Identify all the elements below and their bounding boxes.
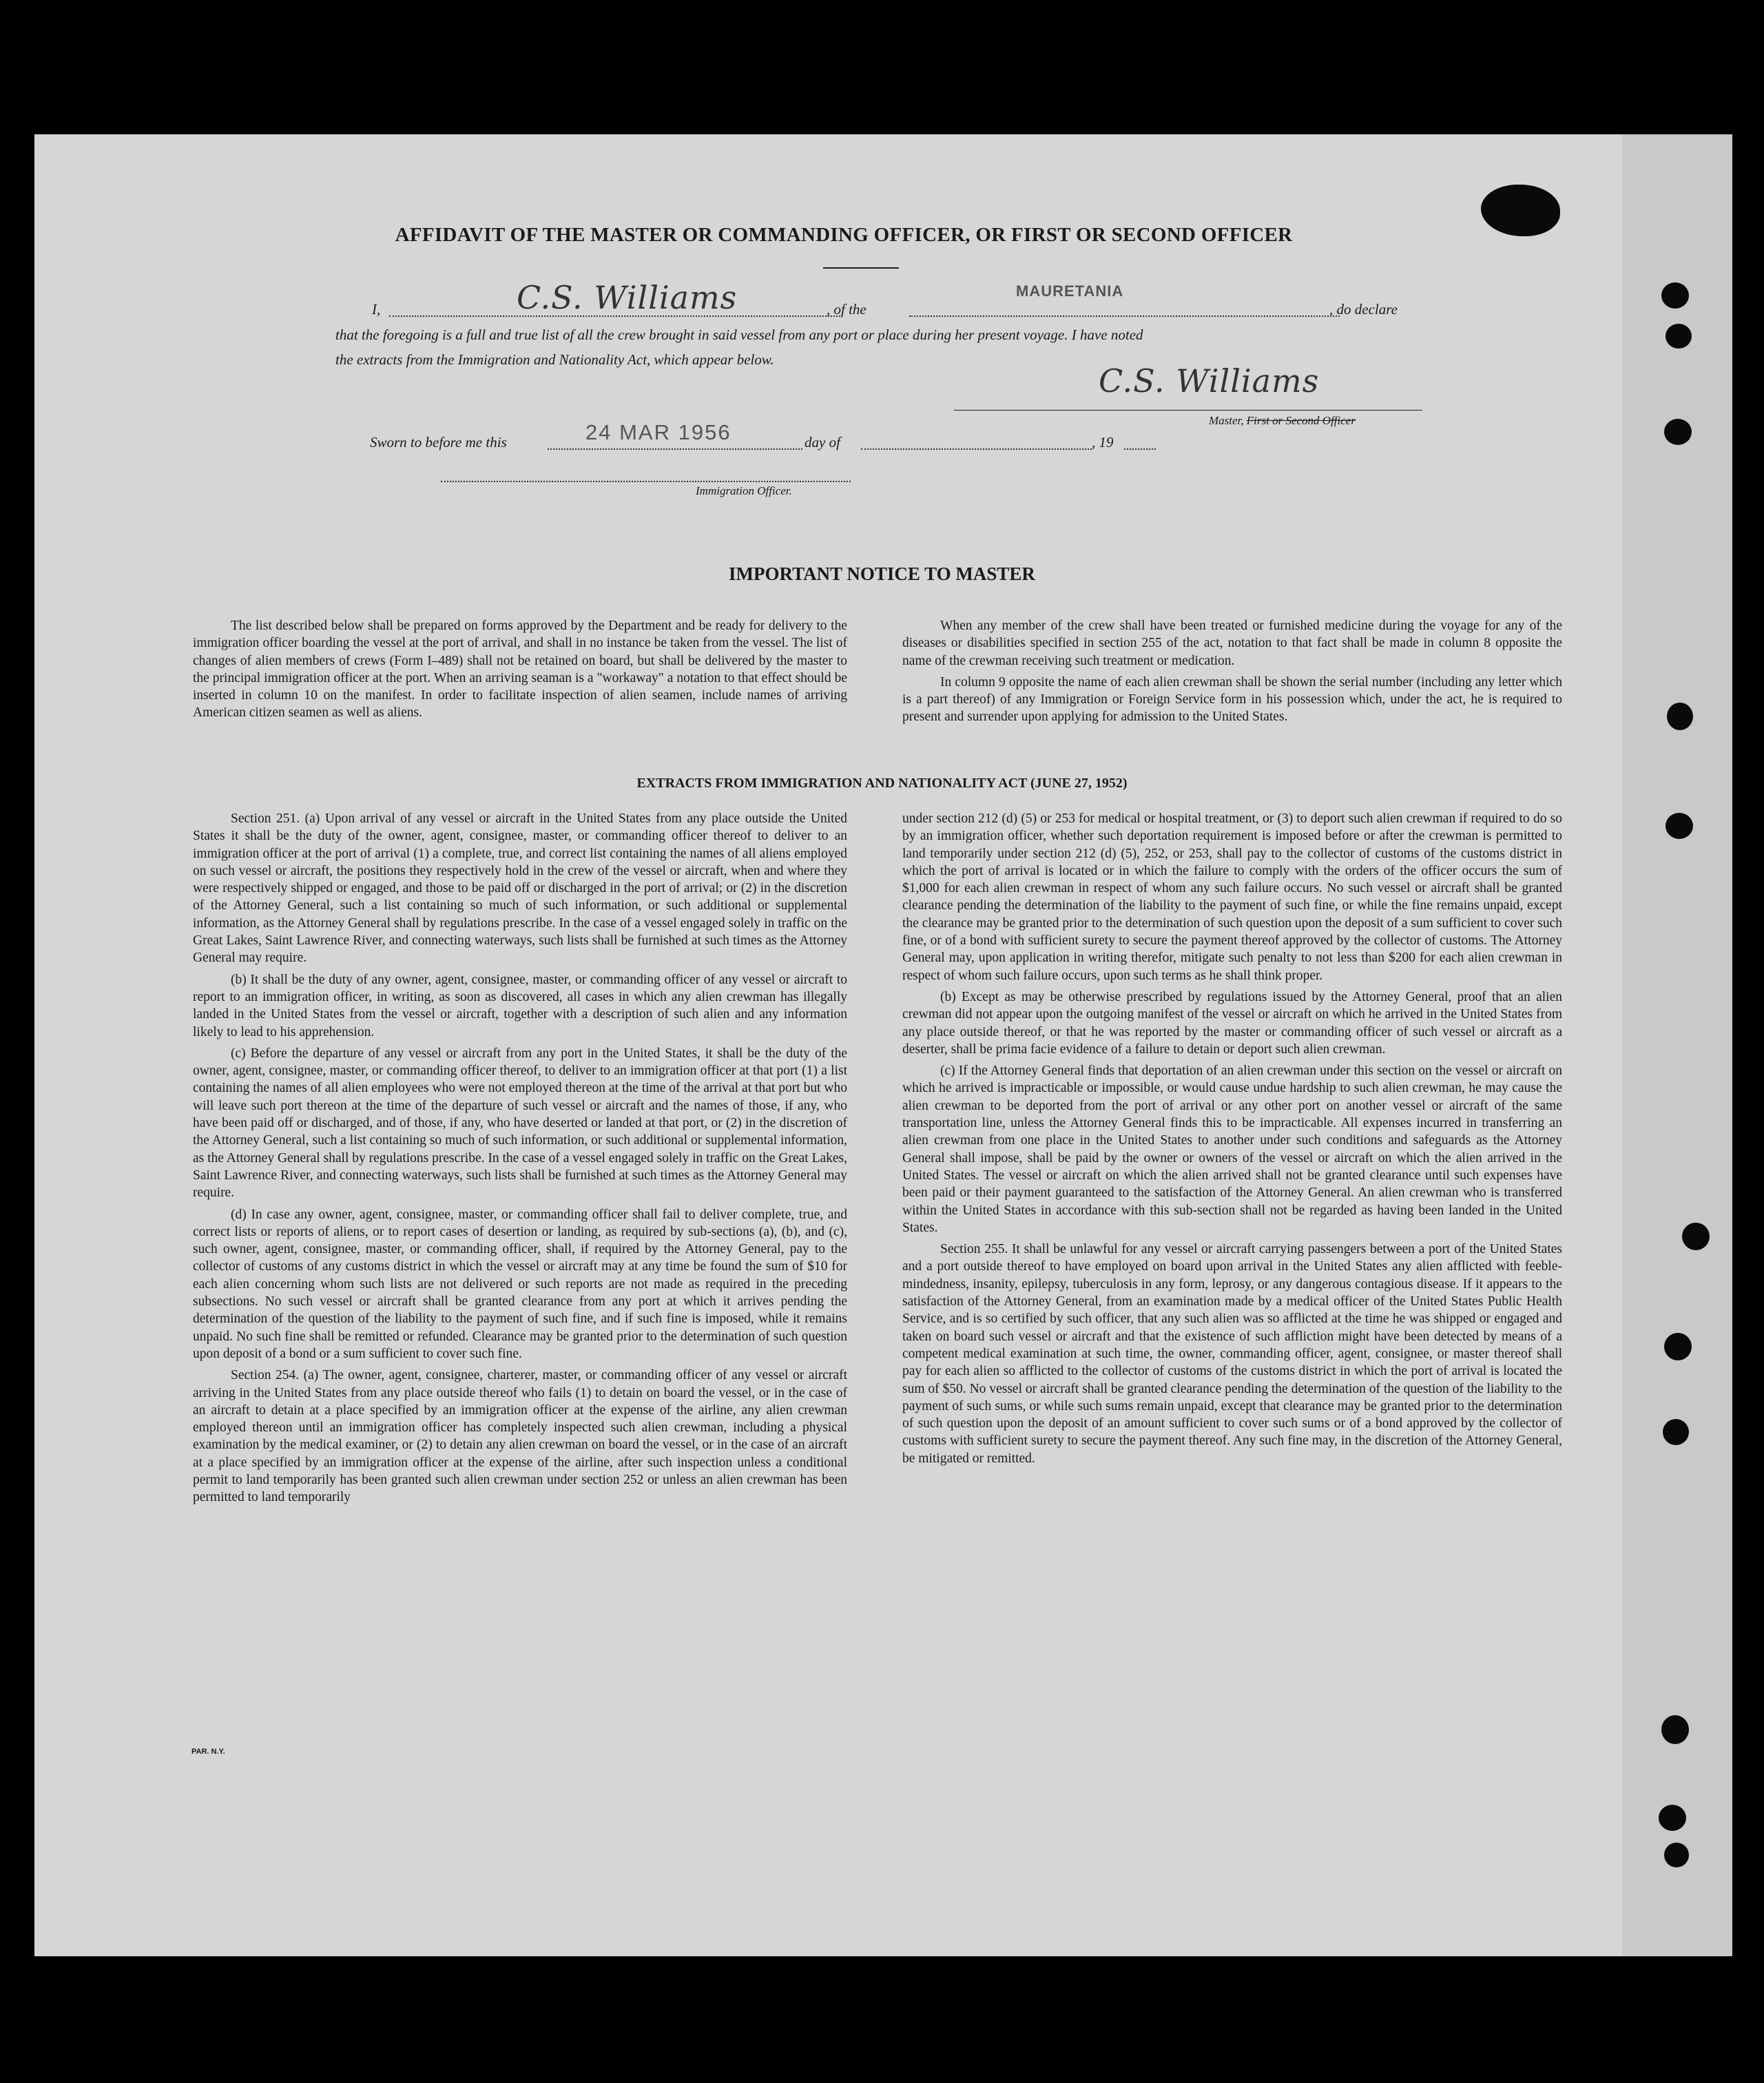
master-text: Master, xyxy=(1209,414,1244,427)
punch-hole xyxy=(1664,1843,1689,1867)
section-255: Section 255. It shall be unlawful for any vessel or aircraft carrying passengers between a port of the United States and a port outside thereof to have employed on board upon arrival in the United States any alien afflicted with feeble-mindedness, insanity, epilepsy, tuberculosis in any form, leprosy, or any dangerous contagious disease. If it appears to the satisfaction of the Attorney General, from an examination made by a medical officer of the United States Public Health Service, and is so certified by such officer, that any such alien was so afflicted at the time he was shipped or engaged and taken on board such vessel or aircraft and that the existence of such affliction might have been detected by means of a competent medical examination at such time, the owner, commanding officer, agent, consignee, or master thereof shall pay for each alien so afflicted to the collector of customs of the customs district in which the port of arrival is located the sum of $50. No vessel or aircraft shall be granted clearance pending the determination of the question of the liability to the payment of such sums, or while such sums remain unpaid, except that clearance may be granted prior to the determination of such question upon the deposit of an amount sufficient to cover such sums or of a bond approved by the collector of customs with sufficient surety to secure the payment thereof. Any such fine may, in the discretion of the Attorney General, be mitigated or remitted. xyxy=(902,1242,1562,1466)
immigration-officer-label: Immigration Officer. xyxy=(696,484,792,497)
i-label: I, xyxy=(372,301,381,318)
struck-officer-text: First or Second Officer xyxy=(1246,414,1356,427)
of-the-label: , of the xyxy=(827,301,867,318)
section-254-c: (c) If the Attorney General finds that deportation of an alien crewman under this section on the vessel or aircraft on which he arrived is impracticable or impossible, or would cause undue hardship to such alien crewman, he may cause the alien crewman to be deported from the port of arrival or any other port on another vessel or aircraft of the same transportation line, unless the Attorney General finds this to be impracticable. All expenses incurred in transferring an alien crewman from one place in the United States to another under such conditions and safeguards as the Attorney General shall impose, shall be paid by the owner or owners of the vessel or aircraft on which the alien arrived in the United States. The vessel or aircraft on which the alien arrived shall not be granted clearance until such expenses have been paid or their payment guaranteed to the satisfaction of the Attorney General. An alien crewman who is transferred within the United States in accordance with this sub-section shall not be regarded as having been landed in the United States. xyxy=(902,1064,1562,1235)
day-of-label: day of xyxy=(805,434,840,450)
punch-hole xyxy=(1663,1419,1689,1445)
signature-rule xyxy=(954,410,1422,411)
punch-hole xyxy=(1661,282,1689,309)
title-rule xyxy=(823,267,899,269)
section-254-a-cont: under section 212 (d) (5) or 253 for medical or hospital treatment, or (3) to deport such alien crewman if required to do so by an immigration officer, whether such deportation requirement is imposed before or after the crewman is permitted to land temporarily under section 212 (d) (5), 252, or 253, shall pay to the collector of customs of the customs district in which the port of arrival is located or in which the failure to comply with the orders of the officer occurs the sum of $1,000 for each alien crewman in respect of whom any such failure occurs. No such vessel or aircraft shall be granted clearance pending the determination of the liability to the payment of such fine, or while the fine remains unpaid, except the clearance may be granted prior to the determination of such question upon the deposit of a sum sufficient to cover such fine, or of a bond with sufficient surety to secure the payment thereof approved by the collector of customs. The Attorney General may, upon application in writing therefor, mitigate such penalty to not less than $200 for each alien crewman in respect of whom such failure occurs, upon such terms as he shall think proper. xyxy=(902,811,1562,983)
declaration-line-1: that the foregoing is a full and true list of all the crew brought in said vessel from any port or place during her present voyage. I have noted xyxy=(335,327,1143,343)
form-code: PAR. N.Y. xyxy=(191,1748,225,1756)
section-251-a: Section 251. (a) Upon arrival of any vessel or aircraft in the United States from any place outside the United States it shall be the duty of the owner, agent, consignee, master, or commanding officer thereof to deliver to an immigration officer at the port of arrival (1) a complete, true, and correct list containing the names of all aliens employed on such vessel or aircraft, the positions they respectively hold in the crew of the vessel or aircraft, when and where they were respectively shipped or engaged, and those to be paid off or discharged in the port of arrival; or (2) in the discretion of the Attorney General, such a list containing so much of such information, or such additional or supplemental information, as the Attorney General shall by regulations prescribe. In the case of a vessel engaged solely in traffic on the Great Lakes, Saint Lawrence River, and connecting waterways, such lists shall be furnished at such times as the Attorney General may require. xyxy=(193,811,847,966)
punch-hole xyxy=(1666,813,1693,839)
master-label xyxy=(1209,414,1356,428)
section-254-a: Section 254. (a) The owner, agent, consignee, charterer, master, or commanding officer of any vessel or aircraft arriving in the United States from any place outside thereof who fails (1) to detain on board the vessel, or in the case of an aircraft to detain at a place specified by an immigration officer at the expense of the airline, any alien crewman employed thereon until an immigration officer has completely inspected such alien crewman, including a physical examination by the medical examiner, or (2) to detain any alien crewman on board the vessel, or in the case of an aircraft at a place specified by an immigration officer at the expense of the airline, after such inspection unless a conditional permit to land temporarily has been granted such alien crewman under section 252 or unless an alien crewman has been permitted to land temporarily xyxy=(193,1368,847,1505)
punch-hole xyxy=(1667,703,1693,730)
notice-right-paragraph-1: When any member of the crew shall have been treated or furnished medicine during the voyage for any of the diseases or disabilities specified in section 255 of the act, notation to that fact shall be made in column 8 opposite the name of the crewman receiving such treatment or medication. xyxy=(902,619,1562,668)
section-254-b: (b) Except as may be otherwise prescribed by regulations issued by the Attorney General, proof that an alien crewman did not appear upon the outgoing manifest of the vessel or aircraft on which he arrived in the United States from any place outside thereof, or that he was reported by the master or commanding officer of such vessel or aircraft as a deserter, shall be prima facie evidence of a failure to detain or deport such alien crewman. xyxy=(902,989,1562,1057)
section-251-d: (d) In case any owner, agent, consignee, master, or commanding officer shall fail to deliver complete, true, and correct lists or reports of aliens, or to report cases of desertion or landing, as required by sub-sections (a), (b), and (c), such owner, agent, consignee, master, or commanding officer, shall, if required by the Attorney General, pay to the collector of customs of any customs district in which the vessel or aircraft may at any time be found the sum of $10 for each alien concerning whom such lists are not delivered or such reports are not made as required in the preceding subsections. No such vessel or aircraft shall be granted clearance from any port at which it arrives pending the determination of the question of the liability to the payment of such fine, and if such fine is imposed, while it remains unpaid. No such fine shall be remitted or refunded. Clearance may be granted prior to the determination of such question upon deposit of a bond or a sum sufficient to cover such fine. xyxy=(193,1207,847,1361)
month-line xyxy=(861,448,1092,450)
section-251-b: (b) It shall be the duty of any owner, agent, consignee, master, or commanding officer of any vessel or aircraft to report to an immigration officer, in writing, as soon as discovered, all cases in which any alien crewman has illegally landed in the United States from the vessel or aircraft, together with a description of such alien and any information likely to lead to his apprehension. xyxy=(193,972,847,1039)
punch-hole xyxy=(1664,1333,1692,1360)
punch-hole xyxy=(1664,419,1692,445)
notice-left-paragraph: The list described below shall be prepared on forms approved by the Department and be ready for delivery to the immigration officer boarding the vessel at the port of arrival, and shall in no instance be taken from the vessel. The list of changes of alien members of crews (Form I–489) shall not be retained on board, but shall be delivered by the master to the principal immigration officer at the port. When an arriving seaman is a "workaway" a notation to that effect should be inserted in column 10 on the manifest. In order to facilitate inspection of alien seamen, include names of arriving American citizen seamen as well as aliens. xyxy=(193,619,847,721)
year-label: , 19 xyxy=(1092,434,1114,450)
sworn-date-stamp: 24 MAR 1956 xyxy=(585,420,731,444)
page-edge xyxy=(1622,134,1732,1956)
affidavit-title: AFFIDAVIT OF THE MASTER OR COMMANDING OFFICER, OR FIRST OR SECOND OFFICER xyxy=(395,224,1293,246)
punch-hole xyxy=(1666,324,1692,349)
punch-hole xyxy=(1682,1223,1710,1250)
sworn-date-line xyxy=(548,448,802,450)
sworn-label: Sworn to before me this xyxy=(370,434,507,450)
vessel-line xyxy=(909,315,1340,317)
punch-hole xyxy=(1661,1715,1689,1744)
notice-title: IMPORTANT NOTICE TO MASTER xyxy=(729,563,1035,584)
year-line xyxy=(1124,448,1156,450)
officer-signature-line xyxy=(441,481,851,482)
extracts-title: EXTRACTS FROM IMMIGRATION AND NATIONALITY ACT (JUNE 27, 1952) xyxy=(636,776,1128,791)
notice-right-paragraph-2: In column 9 opposite the name of each alien crewman shall be shown the serial number (including any letter which is a part thereof) of any Immigration or Foreign Service form in his possession which, under the act, he is required to present and surrender upon applying for admission to the United States. xyxy=(902,674,1562,725)
notice-left-column xyxy=(193,617,847,722)
vessel-name-stamp: MAURETANIA xyxy=(1016,282,1124,300)
signer-name: C.S. Williams xyxy=(517,279,738,316)
master-signature: C.S. Williams xyxy=(1099,362,1320,400)
extracts-left-column xyxy=(193,810,847,1506)
do-declare-label: , do declare xyxy=(1329,301,1398,318)
notice-right-column xyxy=(902,617,1562,726)
punch-hole xyxy=(1659,1805,1686,1831)
section-251-c: (c) Before the departure of any vessel or aircraft from any port in the United States, it shall be the duty of the owner, agent, consignee, master, or commanding officer thereof, to deliver to an immigration officer at that port (1) a list containing the names of all alien employees who were not employed thereon at the time of the arrival at that port but who will leave such port thereon at the time of the departure of such vessel or aircraft and the names of those, if any, who have been paid off or discharged, and of those, if any, who have deserted or landed at that port, or (2) in the discretion of the Attorney General, such a list containing so much of such information, or such additional or supplemental information, as the Attorney General shall by regulations prescribe. In the case of a vessel engaged solely in traffic on the Great Lakes, Saint Lawrence River, and connecting waterways, such lists shall be furnished at such times as the Attorney General may require. xyxy=(193,1046,847,1201)
declaration-line-2: the extracts from the Immigration and Nationality Act, which appear below. xyxy=(335,351,774,368)
extracts-right-column xyxy=(902,810,1562,1467)
